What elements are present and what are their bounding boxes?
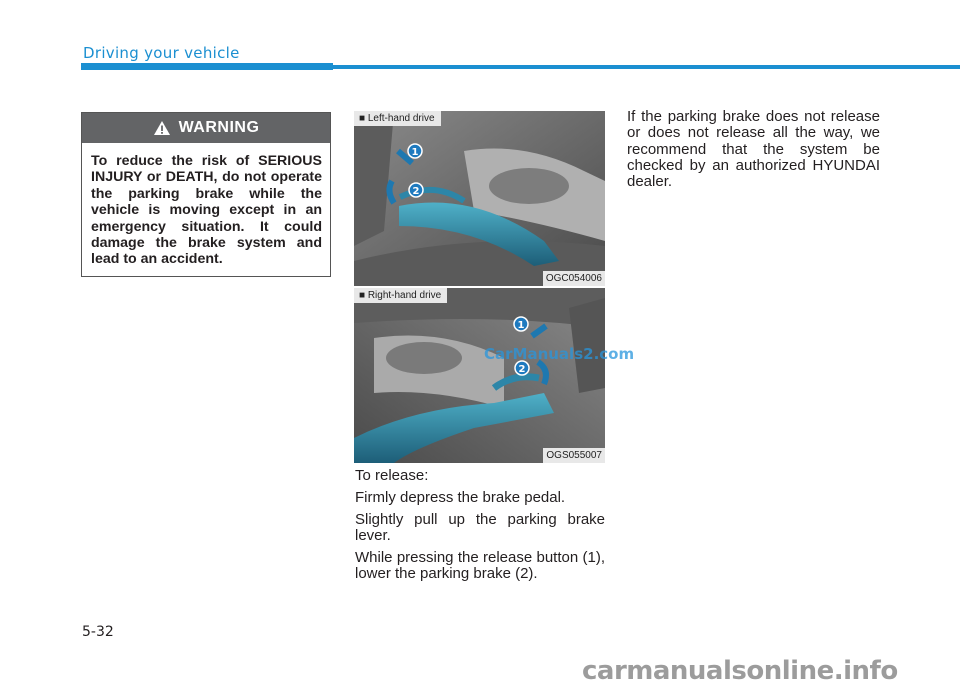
footer-watermark: carmanualsonline.info: [582, 656, 898, 686]
dealer-note-text: If the parking brake does not release or does not release all the way, we recommend that the system be checked by an authorized HYUNDAI dealer.: [627, 108, 880, 191]
warning-text: To reduce the risk of SERIOUS INJURY or DEATH, do not operate the parking brake while the vehicle is moving except in an emergency situation. It could damage the brake system and lead to an accident.: [91, 153, 322, 268]
dealer-note: [627, 109, 880, 190]
parking-brake-illustration: [354, 111, 605, 286]
release-instructions: [355, 468, 605, 588]
warning-header: [82, 113, 330, 143]
section-title: Driving your vehicle: [83, 44, 240, 62]
callout-1: 1: [517, 320, 525, 331]
header-rule-accent: [81, 63, 333, 70]
release-intro: To release:: [355, 467, 429, 484]
warning-title: WARNING: [178, 119, 260, 136]
page-number: 5-32: [82, 624, 114, 640]
warning-box: [81, 112, 331, 277]
release-step: Slightly pull up the parking brake lever.: [355, 511, 605, 544]
release-step: While pressing the release button (1), lower the parking brake (2).: [355, 549, 605, 582]
watermark: CarManuals2.com: [484, 345, 635, 363]
figure-label: ■ Right-hand drive: [354, 288, 447, 303]
callout-1: 1: [411, 147, 419, 158]
release-step: Firmly depress the brake pedal.: [355, 489, 566, 506]
parking-brake-illustration: [354, 288, 605, 463]
figure-label: ■ Left-hand drive: [354, 111, 441, 126]
figure-code: OGS055007: [543, 448, 605, 463]
warning-triangle-icon: [153, 120, 171, 136]
figure-right-hand-drive: [354, 288, 605, 463]
figure-code: OGC054006: [543, 271, 605, 286]
callout-2: 2: [412, 186, 420, 197]
callout-2: 2: [518, 364, 526, 375]
figure-left-hand-drive: [354, 111, 605, 286]
